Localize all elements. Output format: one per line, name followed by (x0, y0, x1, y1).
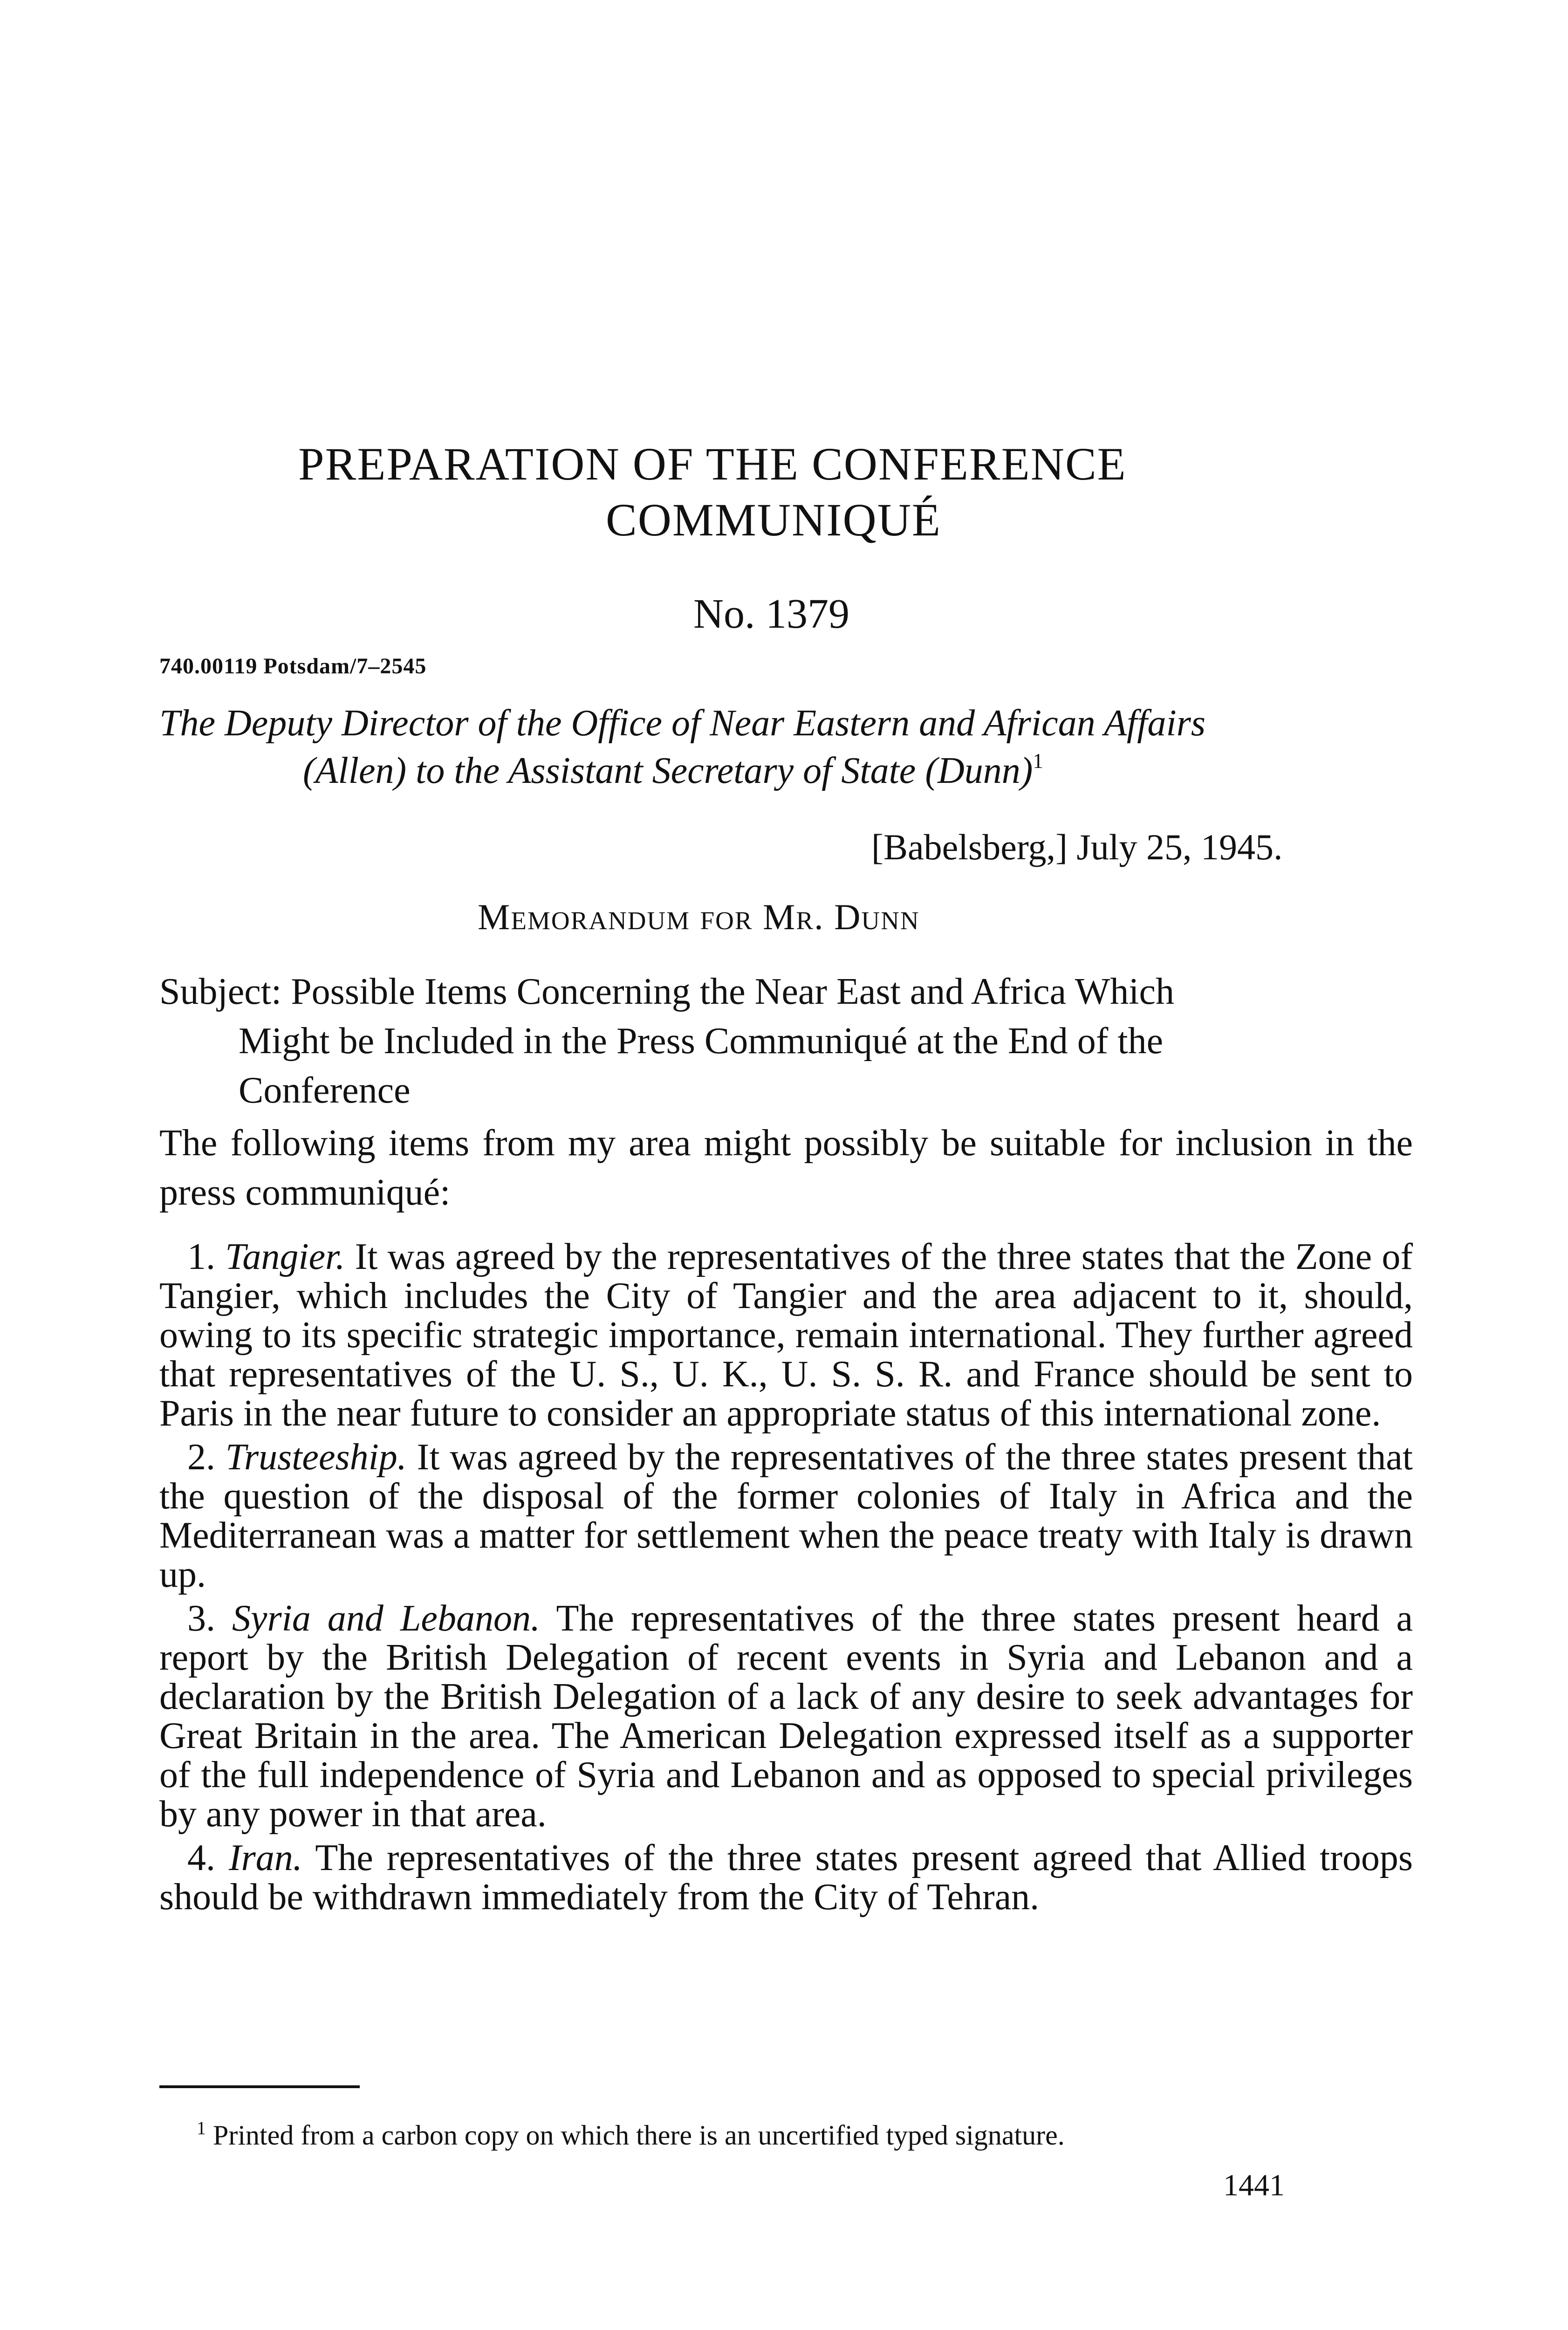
item-number: 2. (187, 1437, 215, 1478)
document-title-line-2 (303, 747, 1043, 794)
item-number: 3. (187, 1598, 215, 1639)
item-text: It was agreed by the representatives of the three states that the Zone of Tangier, which includes the City of Tangier and the area adjacent to it, should, owing to its specific strategic importance, remain international. They further agreed that representatives of the U. S., U. K., U. S. S. R. and France should be sent to Paris in the near future to consider an appropriate status of this international zone. (159, 1236, 1413, 1434)
list-item-iran (159, 1838, 1413, 1917)
document-title-line-1: The Deputy Director of the Office of Near Eastern and African Affairs (159, 703, 1205, 744)
item-text: The representatives of the three states present agreed that Allied troops should be withdrawn immediately from the City of Tehran. (159, 1837, 1413, 1918)
memorandum-header: Memorandum for Mr. Dunn (478, 897, 920, 937)
page-number: 1441 (1223, 2168, 1285, 2202)
title-footnote-marker: 1 (1033, 749, 1043, 773)
footnote-divider (159, 2085, 360, 2088)
item-number: 4. (187, 1837, 215, 1878)
item-text: It was agreed by the representatives of the three states present that the question of the disposal of the former colonies of Italy in Africa and the Mediterranean was a matter for settlement when the peace treaty with Italy is drawn up. (159, 1437, 1413, 1595)
dateline: [Babelsberg,] July 25, 1945. (871, 827, 1283, 867)
subject-line-2: Might be Included in the Press Communiqué at the End of the (239, 1021, 1164, 1062)
item-title: Syria and Lebanon. (232, 1598, 540, 1639)
list-item-syria-lebanon (159, 1599, 1413, 1834)
list-item-tangier (159, 1237, 1413, 1433)
subject-line-3: Conference (239, 1070, 411, 1111)
list-item-trusteeship (159, 1438, 1413, 1594)
file-reference: 740.00119 Potsdam/7–2545 (159, 654, 427, 678)
item-text: The representatives of the three states present heard a report by the British Delegation of recent events in Syria and Lebanon and a declaration by the British Delegation of a lack of any desire to seek advantages for Great Britain in the area. The American Delegation expressed itself as a supporter of the full independence of Syria and Lebanon and as opposed to special privileges by any power in that area. (159, 1598, 1413, 1835)
footnote-marker: 1 (197, 2118, 206, 2138)
item-title: Tangier. (225, 1236, 345, 1277)
subject-block (159, 967, 1413, 1115)
intro-paragraph: The following items from my area might possibly be suitable for inclusion in the press communiqué: (159, 1123, 1413, 1213)
footnote (197, 2118, 1065, 2152)
section-heading-line-1: PREPARATION OF THE CONFERENCE (298, 438, 1127, 490)
item-number: 1. (187, 1236, 215, 1277)
subject-line-1: Subject: Possible Items Concerning the Near East and Africa Which (159, 971, 1174, 1012)
item-title: Trusteeship. (225, 1437, 407, 1478)
document-title-line-2-text: (Allen) to the Assistant Secretary of State (Dunn) (303, 750, 1033, 791)
section-heading-line-2: COMMUNIQUÉ (606, 494, 941, 546)
document-number: No. 1379 (693, 591, 849, 637)
item-title: Iran. (229, 1837, 302, 1878)
footnote-text: Printed from a carbon copy on which there is an uncertified typed signature. (213, 2120, 1065, 2151)
item-list (159, 1237, 1413, 1921)
